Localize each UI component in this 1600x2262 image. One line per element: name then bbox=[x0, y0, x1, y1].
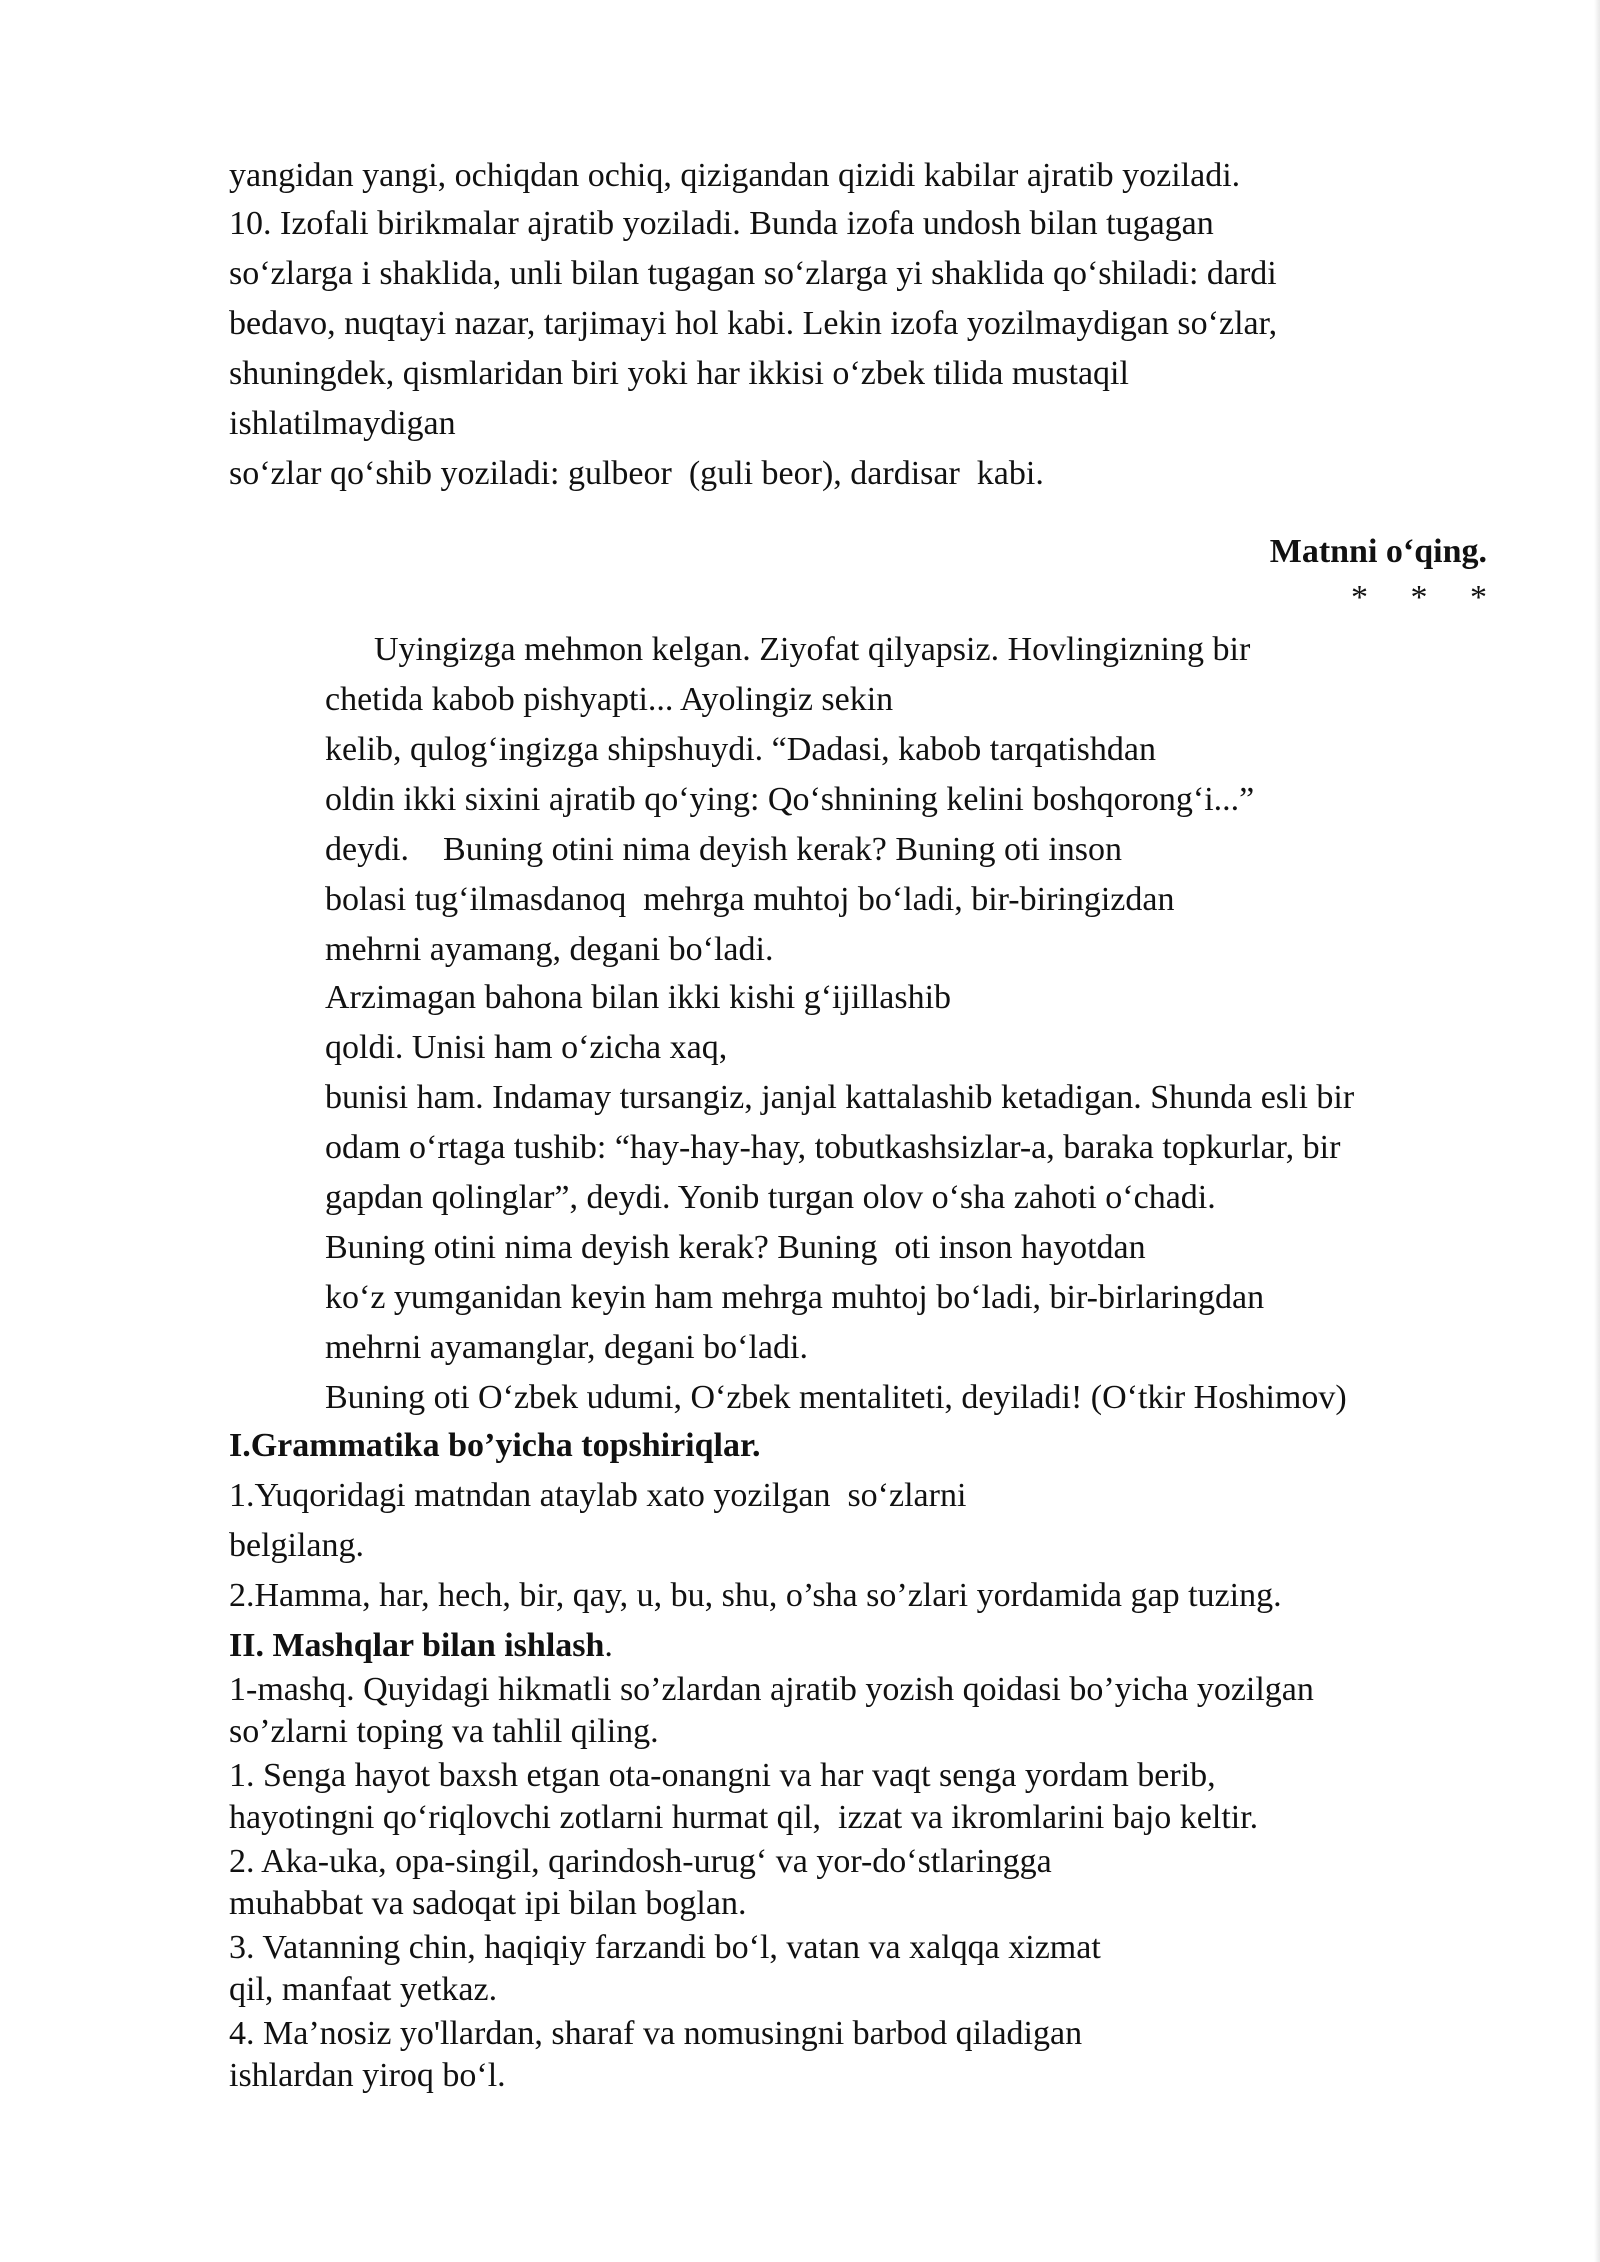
grammar-task: 1.Yuqoridagi matndan ataylab xato yozilgan so‘zlarni bbox=[229, 1477, 967, 1514]
exercise-line: 1. Senga hayot baxsh etgan ota-onangni va har vaqt senga yordam berib, bbox=[229, 1757, 1216, 1794]
reading-heading: Matnni o‘qing. bbox=[1269, 533, 1487, 570]
intro-line: 10. Izofali birikmalar ajratib yoziladi. Bunda izofa undosh bilan tugagan bbox=[229, 205, 1214, 242]
exercise-line: hayotingni qo‘riqlovchi zotlarni hurmat qil, izzat va ikromlarini bajo keltir. bbox=[229, 1799, 1259, 1836]
intro-line: ishlatilmaydigan bbox=[229, 405, 456, 442]
intro-line: so‘zlarga i shaklida, unli bilan tugagan so‘zlarga yi shaklida qo‘shiladi: dardi bbox=[229, 255, 1277, 292]
intro-line: shuningdek, qismlaridan biri yoki har ikkisi o‘zbek tilida mustaqil bbox=[229, 355, 1129, 392]
exercises-heading bbox=[229, 1626, 613, 1666]
intro-line: bedavo, nuqtayi nazar, tarjimayi hol kabi. Lekin izofa yozilmaydigan so‘zlar, bbox=[229, 305, 1278, 342]
intro-line: so‘zlar qo‘shib yoziladi: gulbeor (guli beor), dardisar kabi. bbox=[229, 455, 1044, 492]
passage-line: mehrni ayamanglar, degani bo‘ladi. bbox=[325, 1329, 808, 1366]
passage-line: bunisi ham. Indamay tursangiz, janjal kattalashib ketadigan. Shunda esli bir bbox=[325, 1079, 1355, 1116]
passage-line: Uyingizga mehmon kelgan. Ziyofat qilyapsiz. Hovlingizning bir bbox=[374, 631, 1251, 668]
exercises-heading-text: II. Mashqlar bilan ishlash bbox=[229, 1627, 605, 1664]
grammar-heading: I.Grammatika bo’yicha topshiriqlar. bbox=[229, 1427, 761, 1464]
exercise-line: muhabbat va sadoqat ipi bilan boglan. bbox=[229, 1885, 747, 1922]
passage-line: gapdan qolinglar”, deydi. Yonib turgan olov o‘sha zahoti o‘chadi. bbox=[325, 1179, 1216, 1216]
section-stars: * * * bbox=[1351, 579, 1487, 616]
passage-line: Buning otini nima deyish kerak? Buning oti inson hayotdan bbox=[325, 1229, 1146, 1266]
passage-line: deydi. Buning otini nima deyish kerak? Buning oti inson bbox=[325, 831, 1123, 868]
exercise-line: 1-mashq. Quyidagi hikmatli so’zlardan ajratib yozish qoidasi bo’yicha yozilgan bbox=[229, 1671, 1314, 1708]
passage-line: odam o‘rtaga tushib: “hay-hay-hay, tobutkashsizlar-a, baraka topkurlar, bir bbox=[325, 1129, 1341, 1166]
page-edge-shadow bbox=[1594, 0, 1600, 2262]
passage-line: chetida kabob pishyapti... Ayolingiz sekin bbox=[325, 681, 894, 718]
exercise-line: 2. Aka-uka, opa-singil, qarindosh-urug‘ va yor-do‘stlaringga bbox=[229, 1843, 1052, 1880]
passage-line: bolasi tug‘ilmasdanoq mehrga muhtoj bo‘ladi, bir-biringizdan bbox=[325, 881, 1175, 918]
grammar-task: belgilang. bbox=[229, 1527, 365, 1564]
exercise-line: qil, manfaat yetkaz. bbox=[229, 1971, 498, 2008]
passage-line: ko‘z yumganidan keyin ham mehrga muhtoj bo‘ladi, bir-birlaringdan bbox=[325, 1279, 1265, 1316]
passage-line: Buning oti O‘zbek udumi, O‘zbek mentaliteti, deyiladi! (O‘tkir Hoshimov) bbox=[325, 1379, 1347, 1416]
exercise-line: ishlardan yiroq bo‘l. bbox=[229, 2057, 506, 2094]
exercise-line: 4. Ma’nosiz yo'llardan, sharaf va nomusingni barbod qiladigan bbox=[229, 2015, 1083, 2052]
passage-line: oldin ikki sixini ajratib qo‘ying: Qo‘shnining kelini boshqorong‘i...” bbox=[325, 781, 1255, 818]
passage-line: kelib, qulog‘ingizga shipshuydi. “Dadasi, kabob tarqatishdan bbox=[325, 731, 1156, 768]
passage-line: mehrni ayamang, degani bo‘ladi. bbox=[325, 931, 774, 968]
intro-line: yangidan yangi, ochiqdan ochiq, qizigandan qizidi kabilar ajratib yoziladi. bbox=[229, 157, 1241, 194]
passage-line: qoldi. Unisi ham o‘zicha xaq, bbox=[325, 1029, 728, 1066]
exercises-heading-period: . bbox=[604, 1627, 613, 1664]
grammar-task: 2.Hamma, har, hech, bir, qay, u, bu, shu, o’sha so’zlari yordamida gap tuzing. bbox=[229, 1577, 1282, 1614]
passage-line: Arzimagan bahona bilan ikki kishi g‘ijillashib bbox=[325, 979, 952, 1016]
exercise-line: 3. Vatanning chin, haqiqiy farzandi bo‘l, vatan va xalqqa xizmat bbox=[229, 1929, 1101, 1966]
exercise-line: so’zlarni toping va tahlil qiling. bbox=[229, 1713, 659, 1750]
